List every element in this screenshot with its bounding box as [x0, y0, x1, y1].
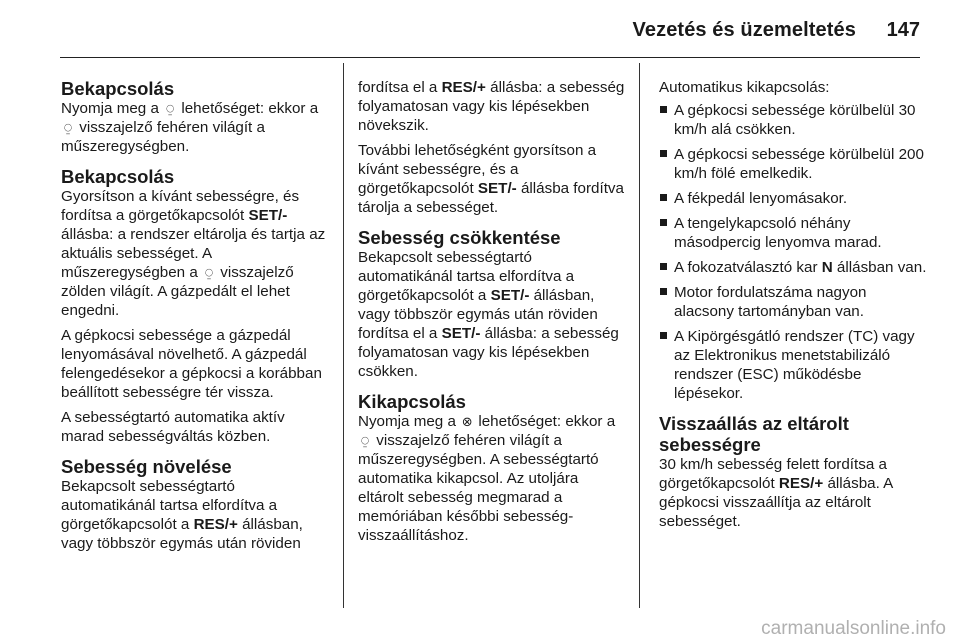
column-3	[659, 78, 929, 537]
paragraph	[358, 412, 628, 545]
gear-position: N	[821, 259, 833, 276]
column-2	[358, 78, 628, 551]
section-heading: Sebesség csökkentése	[358, 227, 561, 248]
text: A fokozatválasztó kar	[674, 259, 822, 276]
section-heading: Bekapcsolás	[61, 166, 175, 187]
section-kikapcsolas	[358, 391, 628, 545]
bullet-square-icon	[660, 150, 667, 157]
text: A gépkocsi sebessége körülbelül 200 km/h fölé emelkedik.	[674, 146, 924, 182]
paragraph	[358, 141, 628, 217]
section-visszaallas	[659, 413, 929, 531]
text: Nyomja meg a	[61, 100, 164, 117]
paragraph	[358, 78, 628, 135]
bullet-square-icon	[660, 106, 667, 113]
paragraph	[659, 455, 929, 531]
watermark: carmanualsonline.info	[761, 618, 946, 639]
list-item	[659, 189, 929, 208]
text: állásban van.	[832, 259, 927, 276]
paragraph	[358, 248, 628, 381]
text: 30 km/h sebesség felett fordítsa a görgetőkapcsolót	[659, 456, 887, 492]
column-divider	[639, 63, 640, 608]
text: Bekapcsolt sebességtartó automatikánál tartsa elfordítva a görgetőkapcsolót a	[61, 478, 278, 533]
text: állásba: a sebesség folyamatosan vagy kis lépésekben csökken.	[358, 325, 619, 380]
switch-position: SET/-	[490, 287, 530, 304]
list-item	[659, 145, 929, 183]
text: A gépkocsi sebessége körülbelül 30 km/h alá csökken.	[674, 102, 916, 138]
bullet-square-icon	[660, 219, 667, 226]
column-divider	[343, 63, 344, 608]
section-heading: Visszaállás az eltárolt sebességre	[659, 413, 849, 455]
page-header	[0, 0, 960, 60]
section-sebesseg-novelese	[61, 456, 331, 553]
bullet-list	[659, 101, 929, 403]
text: Bekapcsolt sebességtartó automatikánál tartsa elfordítva a görgetőkapcsolót a	[358, 249, 575, 304]
bullet-square-icon	[660, 194, 667, 201]
section-bekapcsolas-2	[61, 166, 331, 446]
text: lehetőséget: ekkor a	[177, 100, 319, 117]
text: visszajelző fehéren világít a műszeregységben. A sebességtartó automatika kikapcsol. Az utoljára eltárolt sebesség megmarad a memóriában későbbi sebesség-visszaállításhoz.	[358, 432, 599, 544]
text: állásba. A gépkocsi visszaállítja az eltárolt sebességet.	[659, 475, 893, 530]
page-title: Vezetés és üzemeltetés	[632, 19, 856, 41]
text: állásba: a sebesség folyamatosan vagy kis lépésekben növekszik.	[358, 79, 625, 134]
switch-position: RES/+	[778, 475, 824, 492]
text: A tengelykapcsoló néhány másodpercig lenyomva marad.	[674, 215, 882, 251]
section-bekapcsolas	[61, 78, 331, 156]
text: Motor fordulatszáma nagyon alacsony tartományban van.	[674, 284, 867, 320]
paragraph: A gépkocsi sebessége a gázpedál lenyomásával növelhető. A gázpedál felengedésekor a gépkocsi a korábban beállított sebességre tér vissza.	[61, 327, 322, 401]
switch-position: SET/-	[477, 180, 517, 197]
list-item	[659, 101, 929, 139]
paragraph: A sebességtartó automatika aktív marad sebességváltás közben.	[61, 409, 285, 445]
switch-position: SET/-	[441, 325, 481, 342]
paragraph	[61, 99, 331, 156]
switch-position: SET/-	[248, 207, 288, 224]
cruise-off-icon: ⊗	[461, 414, 473, 429]
section-heading: Bekapcsolás	[61, 78, 175, 99]
cruise-control-icon: ⍜	[205, 265, 213, 280]
list-item	[659, 283, 929, 321]
text: A Kipörgésgátló rendszer (TC) vagy az Elektronikus menetstabilizáló rendszer (ESC) működésbe lépésekor.	[674, 328, 915, 402]
bullet-square-icon	[660, 263, 667, 270]
list-item	[659, 258, 929, 277]
section-heading: Sebesség növelése	[61, 456, 232, 477]
page-number: 147	[886, 19, 920, 41]
paragraph	[61, 477, 331, 553]
text: visszajelző fehéren világít a műszeregységben.	[61, 119, 265, 155]
paragraph: Automatikus kikapcsolás:	[659, 79, 830, 96]
cruise-control-icon: ⍜	[166, 101, 175, 116]
text: Gyorsítson a kívánt sebességre, és fordítsa a görgetőkapcsolót	[61, 188, 300, 224]
text: állásban, vagy többször egymás után röviden fordítsa el a	[358, 287, 598, 342]
text: A fékpedál lenyomásakor.	[674, 190, 848, 207]
paragraph	[61, 187, 331, 320]
text: állásba: a rendszer eltárolja és tartja az aktuális sebességet. A műszeregységben a	[61, 226, 326, 281]
section-sebesseg-csokkentese	[358, 227, 628, 381]
text: fordítsa el a	[358, 79, 442, 96]
text: Nyomja meg a	[358, 413, 461, 430]
text: lehetőséget: ekkor a	[474, 413, 616, 430]
cruise-control-icon: ⍜	[64, 120, 72, 135]
header-rule	[60, 57, 920, 58]
text: További lehetőségként gyorsítson a kívánt sebességre, és a görgetőkapcsolót	[358, 142, 597, 197]
bullet-square-icon	[660, 332, 667, 339]
text: állásba fordítva tárolja a sebességet.	[358, 180, 624, 216]
bullet-square-icon	[660, 288, 667, 295]
list-item	[659, 214, 929, 252]
column-1	[61, 78, 331, 559]
switch-position: RES/+	[441, 79, 486, 96]
cruise-control-icon: ⍜	[361, 433, 369, 448]
section-heading: Kikapcsolás	[358, 391, 466, 412]
switch-position: RES/+	[193, 516, 238, 533]
list-item	[659, 327, 929, 403]
text: visszajelző zölden világít. A gázpedált el lehet engedni.	[61, 264, 294, 319]
text: állásban, vagy többször egymás után röviden	[61, 516, 303, 552]
